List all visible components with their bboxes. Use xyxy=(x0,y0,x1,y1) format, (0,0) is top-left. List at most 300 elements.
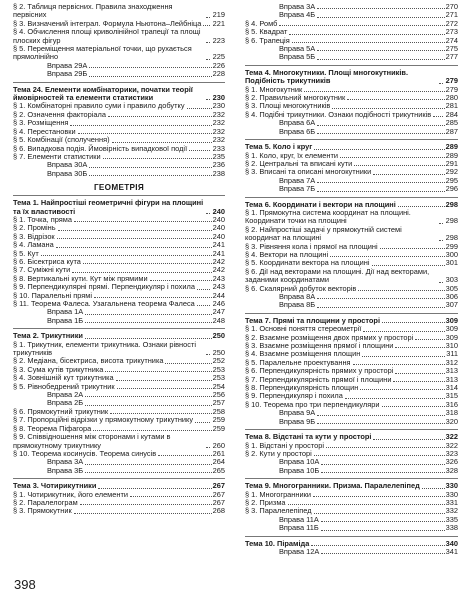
entry-title: § 1. Чотирикутник, його елементи xyxy=(13,489,128,499)
entry-page: 332 xyxy=(445,506,458,516)
entry-page: 330 xyxy=(445,489,458,499)
entry-title: Вправа 9А xyxy=(279,408,316,418)
toc-entry xyxy=(245,548,458,556)
entry-title: Тема 6. Координати і вектори на площині xyxy=(245,199,396,209)
dot-leader xyxy=(85,464,211,465)
entry-title: § 5. Рівнобедрений трикутник xyxy=(13,381,115,391)
toc-entry xyxy=(13,308,225,316)
entry-title: § 2. Центральні та вписані кути xyxy=(245,158,353,168)
entry-page: 236 xyxy=(212,160,225,170)
toc-entry xyxy=(13,467,225,475)
entry-title: Тема 1. Найпростіші геометричні фігури на площині та їх властивості xyxy=(13,198,204,216)
dot-leader xyxy=(85,405,212,406)
entry-title: § 6. Прямокутний трикутник xyxy=(13,406,109,416)
entry-title: § 4. Ромб xyxy=(245,18,278,28)
toc-entry xyxy=(13,391,225,399)
dot-leader xyxy=(110,413,211,414)
toc-entry xyxy=(245,3,458,11)
entry-page: 320 xyxy=(445,416,458,426)
toc-entry xyxy=(245,209,458,226)
dot-leader xyxy=(326,447,445,448)
dot-leader xyxy=(94,297,212,298)
entry-title: Вправа 7Б xyxy=(279,184,316,194)
dot-leader xyxy=(89,76,211,77)
dot-leader xyxy=(56,247,212,248)
entry-title: § 4. Взаємне розміщення площин xyxy=(245,349,361,359)
dot-leader xyxy=(289,34,444,35)
entry-title: Вправа 5А xyxy=(279,44,316,54)
entry-page: 256 xyxy=(212,390,225,400)
topic-divider xyxy=(245,536,458,537)
entry-page: 230 xyxy=(212,93,225,103)
dot-leader xyxy=(78,133,212,134)
entry-page: 298 xyxy=(445,216,458,226)
entry-title: § 6. Скалярний добуток векторів xyxy=(245,283,357,293)
dot-leader xyxy=(354,165,444,166)
entry-page: 225 xyxy=(212,52,225,62)
entry-page: 238 xyxy=(212,168,225,178)
dot-leader xyxy=(313,496,445,497)
entry-page: 232 xyxy=(212,135,225,145)
dot-leader xyxy=(433,116,443,117)
entry-page: 228 xyxy=(212,69,225,79)
dot-leader xyxy=(85,338,212,339)
entry-page: 331 xyxy=(445,497,458,507)
entry-title: § 2. Промінь xyxy=(13,223,56,233)
dot-leader xyxy=(439,223,443,224)
dot-leader xyxy=(353,364,445,365)
entry-page: 247 xyxy=(212,307,225,317)
entry-page: 219 xyxy=(212,10,225,20)
topic-divider xyxy=(245,429,458,430)
entry-page: 246 xyxy=(212,299,225,308)
dot-leader xyxy=(395,373,444,374)
entry-title: Вправа 6Б xyxy=(279,126,316,136)
dot-leader xyxy=(372,265,445,266)
entry-title: Тема 4. Многокутники. Площі многокутників. Подібність трикутників xyxy=(245,67,408,86)
toc-entry xyxy=(245,516,458,524)
entry-page: 279 xyxy=(445,76,458,86)
dot-leader xyxy=(317,307,445,308)
entry-title: § 4. Зовнішній кут трикутника xyxy=(13,373,114,383)
toc-entry xyxy=(245,467,458,475)
entry-title: § 1. Комбінаторні правило суми і правило добутку xyxy=(13,101,185,111)
entry-page: 241 xyxy=(212,248,225,258)
entry-title: Тема 8. Відстані та кути у просторі xyxy=(245,432,372,442)
dot-leader xyxy=(373,174,444,175)
entry-title: § 6. Дії над векторами на площині. Дії над векторами, заданими координатами xyxy=(245,266,430,285)
dot-leader xyxy=(321,464,444,465)
entry-title: § 5. Переміщення матеріальної точки, що рухається прямолінійно xyxy=(13,44,192,62)
toc-entry xyxy=(245,119,458,127)
dot-leader xyxy=(130,496,212,497)
dot-leader xyxy=(393,381,444,382)
entry-page: 335 xyxy=(445,514,458,524)
dot-leader xyxy=(85,314,211,315)
dot-leader xyxy=(41,255,212,256)
dot-leader xyxy=(422,488,445,489)
entry-page: 267 xyxy=(212,481,225,491)
entry-title: Вправа 6А xyxy=(279,118,316,128)
topic-divider xyxy=(13,478,225,479)
entry-title: § 4. Обчислення площі криволінійної трапеції та площі плоских фігур xyxy=(13,27,201,45)
entry-title: § 6. Випадкова подія. Ймовірність випадкової події xyxy=(13,143,188,153)
entry-page: 285 xyxy=(445,118,458,128)
entry-title: Вправа 1Б xyxy=(47,315,84,325)
entry-title: § 1. Многокутник xyxy=(245,84,303,94)
dot-leader xyxy=(189,150,210,151)
entry-page: 223 xyxy=(212,35,225,45)
dot-leader xyxy=(317,191,445,192)
entry-page: 322 xyxy=(445,432,458,442)
entry-page: 235 xyxy=(212,151,225,161)
entry-title: § 3. Рівняння кола і прямої на площині xyxy=(245,241,378,251)
entry-title: § 10. Теорема косинусів. Теорема синусів xyxy=(13,448,157,458)
entry-page: 307 xyxy=(445,300,458,310)
toc-entry xyxy=(245,524,458,532)
page-number: 398 xyxy=(14,577,36,592)
dot-leader xyxy=(398,206,445,207)
entry-title: Вправа 3А xyxy=(279,2,316,11)
toc-entry xyxy=(245,450,458,458)
entry-title: Вправа 29А xyxy=(47,60,88,70)
entry-title: § 9. Перпендикулярні прямі. Перпендикуляр і похила xyxy=(13,282,195,292)
dot-leader xyxy=(108,116,212,117)
dot-leader xyxy=(360,389,444,390)
entry-title: Вправа 4Б xyxy=(279,10,316,20)
toc-entry xyxy=(245,458,458,466)
entry-page: 338 xyxy=(445,523,458,533)
dot-leader xyxy=(439,240,443,241)
entry-page: 291 xyxy=(445,158,458,168)
entry-page: 280 xyxy=(445,93,458,103)
entry-title: Вправа 3Б xyxy=(47,465,84,475)
toc-entry xyxy=(245,111,458,119)
entry-page: 314 xyxy=(445,383,458,393)
dot-leader xyxy=(317,17,445,18)
entry-page: 326 xyxy=(445,457,458,467)
entry-page: 315 xyxy=(445,391,458,401)
entry-title: Вправа 9Б xyxy=(279,416,316,426)
entry-title: § 8. Вертикальні кути. Кут між прямими xyxy=(13,273,148,283)
dot-leader xyxy=(279,25,444,26)
toc-entry xyxy=(13,450,225,458)
entry-page: 284 xyxy=(445,109,458,119)
entry-page: 267 xyxy=(212,497,225,507)
entry-title: Тема 10. Піраміда xyxy=(245,538,310,548)
entry-title: § 3. Площі многокутників xyxy=(245,101,331,111)
entry-page: 340 xyxy=(445,538,458,548)
entry-page: 303 xyxy=(445,275,458,285)
entry-page: 311 xyxy=(446,349,458,359)
entry-title: Вправа 8Б xyxy=(279,300,316,310)
topic-divider xyxy=(245,65,458,66)
entry-title: Тема 24. Елементи комбінаторики, початки теорії ймовірностей та елементи статистики xyxy=(13,84,193,103)
toc-entry xyxy=(245,285,458,293)
dot-leader xyxy=(317,125,444,126)
entry-title: § 3. Визначений інтеграл. Формула Ньютона–Лейбніца xyxy=(13,18,202,28)
dot-leader xyxy=(317,182,444,183)
entry-title: § 3. Відрізок xyxy=(13,231,55,241)
entry-title: Вправа 2А xyxy=(47,390,84,400)
dot-leader xyxy=(98,488,211,489)
entry-title: § 7. Суміжні кути xyxy=(13,265,71,275)
dot-leader xyxy=(85,472,212,473)
entry-title: § 2. Правильний многокутник xyxy=(245,93,346,103)
entry-page: 253 xyxy=(212,373,225,383)
dot-leader xyxy=(439,83,443,84)
dot-leader xyxy=(314,149,444,150)
entry-page: 287 xyxy=(445,126,458,136)
dot-leader xyxy=(103,158,212,159)
entry-title: § 3. Взаємне розміщення прямої і площини xyxy=(245,341,394,351)
topic-divider xyxy=(13,195,225,196)
entry-title: Тема 7. Прямі та площини у просторі xyxy=(245,315,380,325)
entry-title: Вправа 10Б xyxy=(279,465,320,475)
toc-entry xyxy=(13,507,225,515)
entry-title: § 5. Паралельне проектування xyxy=(245,357,351,367)
dot-leader xyxy=(317,50,444,51)
entry-page: 312 xyxy=(445,357,458,367)
entry-page: 341 xyxy=(445,546,458,556)
entry-page: 257 xyxy=(212,398,225,408)
entry-title: § 5. Кут xyxy=(13,248,39,258)
dot-leader xyxy=(187,108,212,109)
dot-leader xyxy=(83,263,212,264)
entry-title: § 1. Основні поняття стереометрії xyxy=(245,324,362,334)
entry-page: 240 xyxy=(212,231,225,241)
entry-title: § 6. Перпендикулярність прямих у просторі xyxy=(245,366,394,376)
entry-title: § 9. Співвідношення між сторонами і кутами в прямокутному трикутнику xyxy=(13,432,171,450)
entry-page: 313 xyxy=(445,374,458,384)
dot-leader xyxy=(89,167,211,168)
toc-topic-entry xyxy=(245,540,458,548)
toc-entry xyxy=(245,185,458,193)
entry-page: 268 xyxy=(212,506,225,516)
dot-leader xyxy=(165,363,211,364)
entry-page: 306 xyxy=(445,292,458,301)
entry-title: § 1. Прямокутна система координат на площині. Координати точки на площині xyxy=(245,207,411,226)
entry-page: 298 xyxy=(445,199,458,209)
entry-page: 221 xyxy=(212,18,225,28)
dot-leader xyxy=(206,354,210,355)
entry-page: 279 xyxy=(445,84,458,94)
entry-title: § 6. Трапеція xyxy=(245,35,290,45)
entry-page: 244 xyxy=(212,290,225,300)
dot-leader xyxy=(197,289,210,290)
entry-title: Вправа 2Б xyxy=(47,398,84,408)
entry-title: § 1. Точка, пряма xyxy=(13,214,72,224)
dot-leader xyxy=(321,553,444,554)
entry-title: § 3. Сума кутів трикутника xyxy=(13,364,104,374)
entry-title: § 9. Перпендикуляр і похила xyxy=(245,391,343,401)
dot-leader xyxy=(203,25,210,26)
dot-leader xyxy=(72,272,211,273)
toc-entry xyxy=(245,226,458,243)
entry-title: Вправа 12А xyxy=(279,546,320,556)
toc-entry xyxy=(245,418,458,426)
entry-page: 241 xyxy=(212,240,225,250)
toc-entry xyxy=(13,341,225,358)
entry-title: § 5. Комбінації (сполучення) xyxy=(13,135,110,145)
entry-page: 226 xyxy=(212,60,225,70)
entry-page: 250 xyxy=(212,348,225,358)
dot-leader xyxy=(321,530,445,531)
dot-leader xyxy=(415,339,444,340)
toc-entry xyxy=(245,128,458,136)
entry-page: 232 xyxy=(212,126,225,136)
dot-leader xyxy=(89,175,211,176)
toc-entry xyxy=(13,70,225,78)
entry-title: § 1. Відстані у просторі xyxy=(245,440,324,450)
entry-title: § 3. Прямокутник xyxy=(13,506,72,516)
entry-title: Вправа 11Б xyxy=(279,523,319,533)
entry-title: § 4. Подібні трикутники. Ознаки подібності трикутників xyxy=(245,109,432,119)
entry-title: § 4. Вектори на площині xyxy=(245,249,329,259)
dot-leader xyxy=(347,99,444,100)
dot-leader xyxy=(314,513,445,514)
entry-title: § 10. Паралельні прямі xyxy=(13,290,93,300)
entry-page: 296 xyxy=(445,184,458,194)
toc-entry xyxy=(13,170,225,178)
entry-page: 309 xyxy=(445,324,458,334)
toc-entry xyxy=(13,62,225,70)
entry-page: 253 xyxy=(212,364,225,374)
toc-entry xyxy=(13,45,225,62)
entry-page: 273 xyxy=(445,27,458,37)
topic-divider xyxy=(245,478,458,479)
entry-page: 313 xyxy=(445,366,458,376)
toc-entry xyxy=(13,3,225,20)
dot-leader xyxy=(150,280,212,281)
topic-divider xyxy=(13,328,225,329)
toc-entry xyxy=(245,45,458,53)
entry-title: § 1. Многогранники xyxy=(245,489,311,499)
entry-page: 260 xyxy=(212,440,225,450)
entry-page: 323 xyxy=(445,448,458,458)
toc-entry xyxy=(13,300,225,308)
entry-page: 300 xyxy=(445,249,458,259)
entry-title: Вправа 11А xyxy=(279,514,319,524)
dot-leader xyxy=(206,447,210,448)
dot-leader xyxy=(317,298,444,299)
topic-divider xyxy=(13,82,225,83)
dot-leader xyxy=(206,42,210,43)
dot-leader xyxy=(74,221,212,222)
toc-entry xyxy=(13,241,225,249)
entry-title: § 5. Квадрат xyxy=(245,27,288,37)
entry-page: 264 xyxy=(212,457,225,467)
dot-leader xyxy=(358,290,444,291)
entry-page: 271 xyxy=(445,10,458,20)
entry-title: Вправа 10А xyxy=(279,457,320,467)
toc-entry xyxy=(245,507,458,515)
entry-title: Вправа 3А xyxy=(47,457,84,467)
entry-title: § 2. Означення факторіала xyxy=(13,109,106,119)
entry-title: § 2. Найпростіші задачі у прямокутній системі координат на площині xyxy=(245,224,402,243)
dot-leader xyxy=(93,430,211,431)
toc-topic-entry xyxy=(13,86,225,103)
toc-entry xyxy=(13,28,225,45)
toc-entry xyxy=(245,53,458,61)
entry-page: 305 xyxy=(445,283,458,293)
dot-leader xyxy=(321,472,444,473)
dot-leader xyxy=(195,422,210,423)
entry-title: Тема 9. Многогранники. Призма. Паралелепіпед xyxy=(245,481,420,491)
toc-entry xyxy=(245,177,458,185)
dot-leader xyxy=(206,99,210,100)
dot-leader xyxy=(112,142,212,143)
dot-leader xyxy=(158,455,211,456)
dot-leader xyxy=(288,504,445,505)
dot-leader xyxy=(206,17,210,18)
toc-entry xyxy=(13,317,225,325)
entry-title: § 2. Взаємне розміщення двох прямих у просторі xyxy=(245,332,414,342)
entry-page: 277 xyxy=(445,52,458,62)
dot-leader xyxy=(117,388,212,389)
entry-page: 232 xyxy=(212,109,225,119)
entry-title: § 8. Перпендикулярність площин xyxy=(245,383,359,393)
entry-page: 248 xyxy=(212,315,225,325)
entry-title: § 2. Таблиця первісних. Правила знаходження первісних xyxy=(13,2,173,20)
entry-page: 230 xyxy=(212,101,225,111)
toc-entry xyxy=(13,153,225,161)
dot-leader xyxy=(317,415,444,416)
entry-page: 295 xyxy=(445,175,458,185)
dot-leader xyxy=(311,545,444,546)
dot-leader xyxy=(330,256,445,257)
entry-title: § 2. Медіана, бісектриса, висота трикутника xyxy=(13,356,164,366)
entry-page: 310 xyxy=(445,341,458,351)
toc-entry xyxy=(245,301,458,309)
entry-page: 240 xyxy=(212,206,225,216)
dot-leader xyxy=(116,380,212,381)
entry-page: 243 xyxy=(212,273,225,283)
entry-page: 281 xyxy=(445,101,458,111)
entry-title: § 2. Паралелограм xyxy=(13,497,78,507)
entry-page: 298 xyxy=(445,233,458,243)
entry-page: 289 xyxy=(445,150,458,160)
dot-leader xyxy=(363,331,444,332)
entry-page: 254 xyxy=(212,381,225,391)
dot-leader xyxy=(206,59,210,60)
dot-leader xyxy=(57,238,212,239)
toc-entry xyxy=(245,37,458,45)
dot-leader xyxy=(317,423,445,424)
dot-leader xyxy=(85,396,211,397)
dot-leader xyxy=(58,230,212,231)
dot-leader xyxy=(292,42,445,43)
dot-leader xyxy=(314,455,445,456)
toc-entry xyxy=(13,458,225,466)
toc-entry xyxy=(245,268,458,285)
toc-entry xyxy=(245,168,458,176)
dot-leader xyxy=(89,67,211,68)
toc-topic-entry xyxy=(13,199,225,216)
entry-page: 328 xyxy=(445,465,458,475)
toc-entry xyxy=(13,161,225,169)
entry-page: 232 xyxy=(212,118,225,128)
toc-entry xyxy=(245,409,458,417)
section-heading: ГЕОМЕТРІЯ xyxy=(93,183,145,193)
entry-title: § 7. Елементи статистики xyxy=(13,151,101,161)
dot-leader xyxy=(439,282,443,283)
toc-entry xyxy=(13,383,225,391)
topic-divider xyxy=(245,197,458,198)
entry-title: § 8. Теорема Піфагора xyxy=(13,423,92,433)
entry-title: § 4. Ламана xyxy=(13,240,54,250)
entry-page: 274 xyxy=(445,35,458,45)
